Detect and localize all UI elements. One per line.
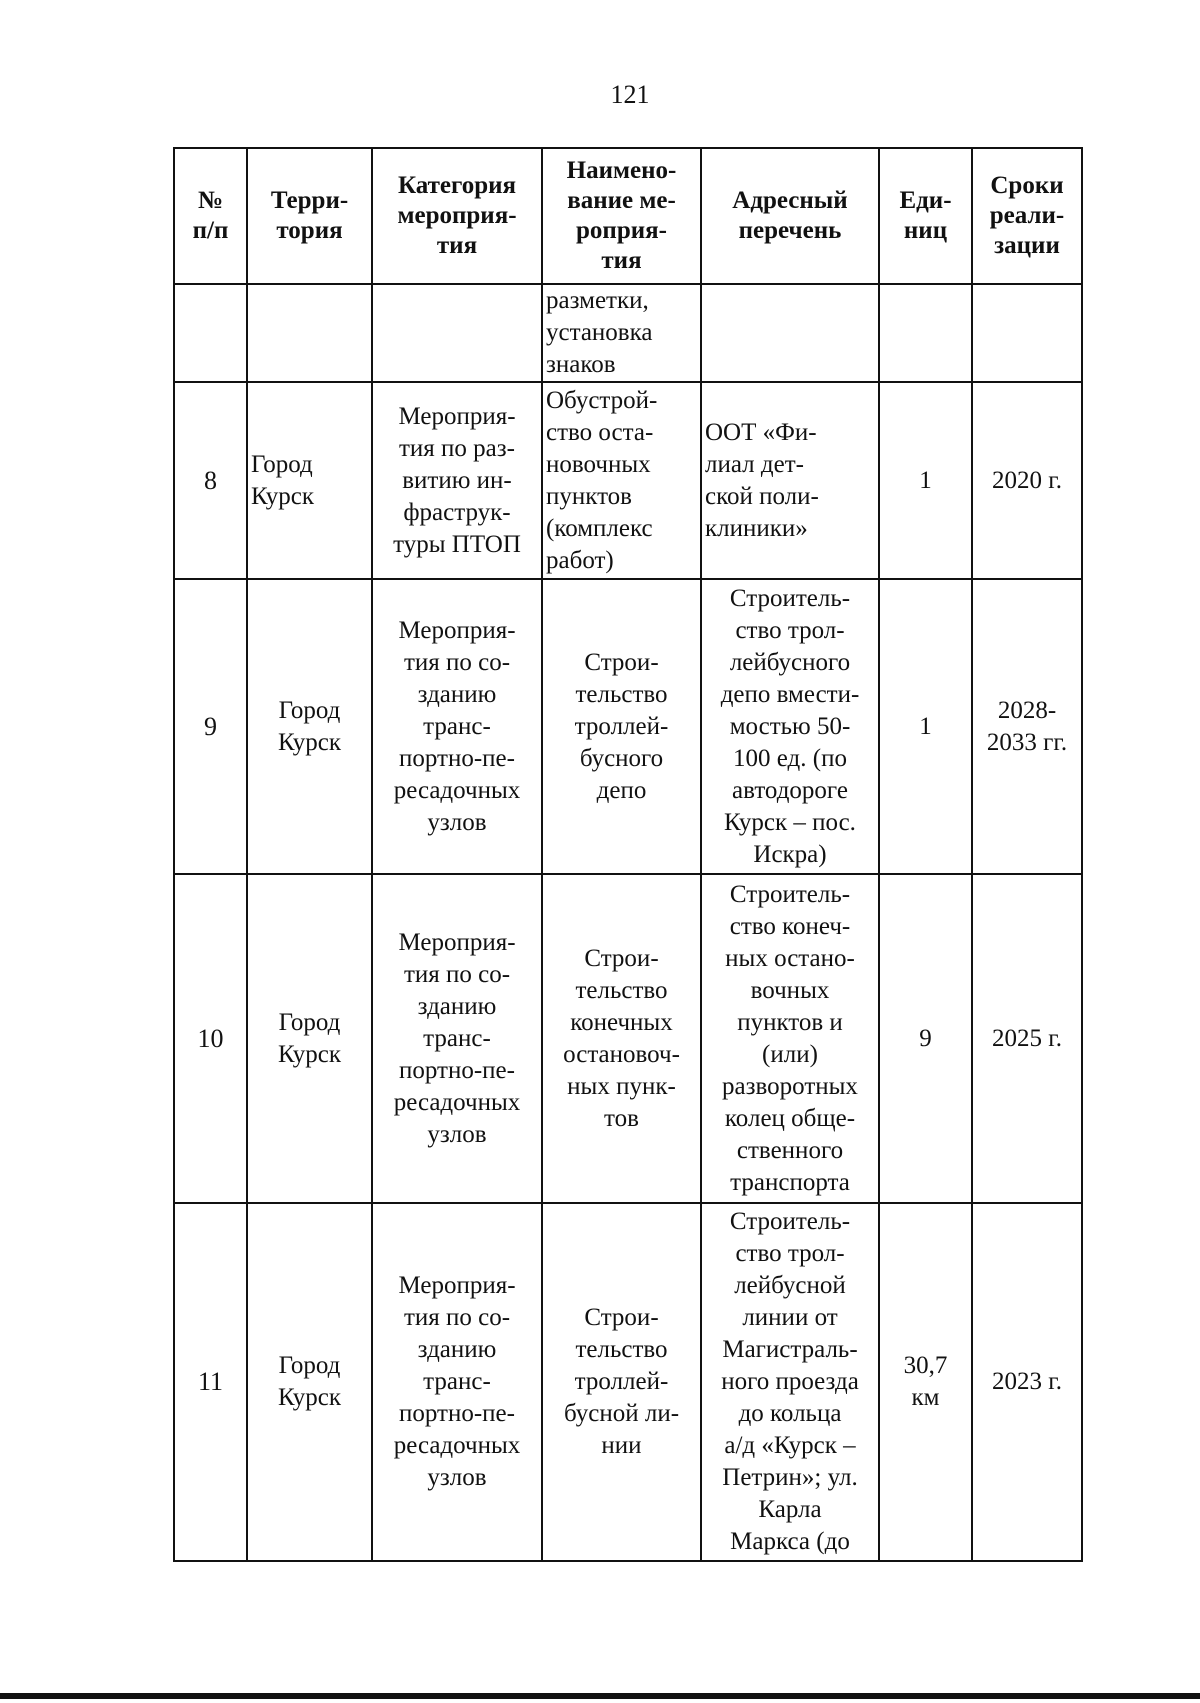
header-event-name: Наимено- вание ме- роприя- тия [542,148,701,284]
header-address-list: Адресный перечень [701,148,879,284]
cell-terms: 2020 г. [972,382,1082,579]
cell-number: 11 [174,1203,247,1561]
cell-number: 8 [174,382,247,579]
table-header-row [174,148,1082,284]
cell-category: Мероприя- тия по со- зданию транс- портно-пе- ресадочных узлов [372,1203,542,1561]
events-table [173,147,1083,1562]
cell-units: 1 [879,579,972,874]
cell-address: Строитель- ство конеч- ных остано- вочных пунктов и (или) разворотных колец обще- ственного транспорта [701,874,879,1203]
cell-territory [247,284,372,382]
cell-terms: 2028- 2033 гг. [972,579,1082,874]
cell-address [701,284,879,382]
bottom-edge-rule [0,1693,1200,1699]
cell-category: Мероприя- тия по раз- витию ин- фраструк- туры ПТОП [372,382,542,579]
cell-number: 9 [174,579,247,874]
page-number: 121 [610,80,650,109]
cell-category: Мероприя- тия по со- зданию транс- портно-пе- ресадочных узлов [372,579,542,874]
table-row [174,874,1082,1203]
cell-terms: 2025 г. [972,874,1082,1203]
cell-event-name: Строи- тельство конечных остановоч- ных пунк- тов [542,874,701,1203]
cell-units: 1 [879,382,972,579]
cell-territory: Город Курск [247,382,372,579]
cell-address: Строитель- ство трол- лейбусной линии от Магистраль- ного проезда до кольца а/д «Курск – Петрин»; ул. Карла Маркса (до [701,1203,879,1561]
cell-territory: Город Курск [247,579,372,874]
header-number: № п/п [174,148,247,284]
header-units: Еди- ниц [879,148,972,284]
cell-units [879,284,972,382]
cell-terms: 2023 г. [972,1203,1082,1561]
cell-number [174,284,247,382]
cell-units: 30,7 км [879,1203,972,1561]
cell-address: ООТ «Фи- лиал дет- ской поли- клиники» [701,382,879,579]
header-category: Категория мероприя- тия [372,148,542,284]
cell-territory: Город Курск [247,1203,372,1561]
cell-number: 10 [174,874,247,1203]
header-terms: Сроки реали- зации [972,148,1082,284]
cell-event-name: Строи- тельство троллей- бусной ли- нии [542,1203,701,1561]
cell-event-name: Строи- тельство троллей- бусного депо [542,579,701,874]
cell-units: 9 [879,874,972,1203]
cell-category: Мероприя- тия по со- зданию транс- портно-пе- ресадочных узлов [372,874,542,1203]
table-row [174,579,1082,874]
cell-terms [972,284,1082,382]
cell-event-name: разметки, установка знаков [542,284,701,382]
table-row [174,1203,1082,1561]
cell-territory: Город Курск [247,874,372,1203]
table-row [174,382,1082,579]
cell-category [372,284,542,382]
header-territory: Терри- тория [247,148,372,284]
cell-address: Строитель- ство трол- лейбусного депо вмести- мостью 50- 100 ед. (по автодороге Курск – пос. Искра) [701,579,879,874]
cell-event-name: Обустрой- ство оста- новочных пунктов (комплекс работ) [542,382,701,579]
table-row [174,284,1082,382]
